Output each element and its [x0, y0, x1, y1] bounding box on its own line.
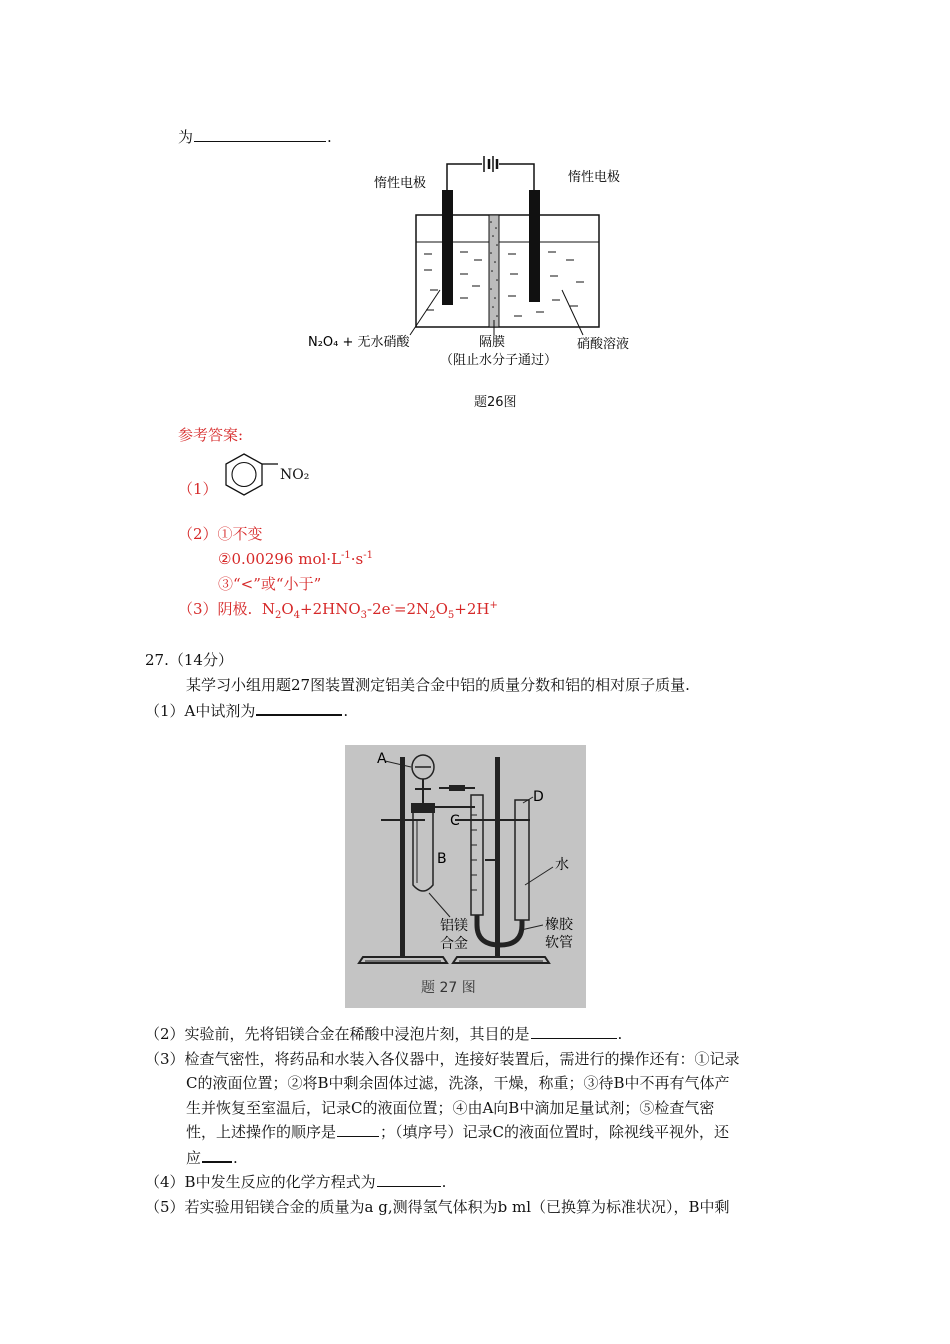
apparatus-figure [345, 745, 586, 1008]
label-b: B [437, 851, 447, 867]
answer-2-2-text: ②0.00296 mol·L [218, 550, 342, 568]
top-answer-line [178, 127, 332, 147]
label-c: C [450, 813, 460, 829]
q3-answer-blank[interactable] [202, 1147, 232, 1163]
membrane-note-label: （阻止水分子通过） [440, 353, 558, 368]
q2-suffix: . [617, 1025, 623, 1043]
question-27-1 [145, 700, 348, 721]
eq-sup: - [390, 600, 394, 611]
label-d: D [533, 789, 544, 805]
label-rubber-tube-line1: 橡胶 [545, 917, 573, 933]
eq-part: O [281, 600, 294, 618]
q2-text: （2）实验前，先将铝镁合金在稀酸中浸泡片刻，其目的是 [145, 1025, 530, 1043]
question-27-header: 27.（14分） [145, 651, 233, 669]
label-water: 水 [555, 857, 569, 873]
right-electrode [529, 190, 540, 302]
label-alloy-line2: 合金 [440, 936, 468, 952]
figure-27-caption: 题 27 图 [421, 980, 476, 996]
question-27-3-line3: 生并恢复至室温后，记录C的液面位置；④由A向B中滴加足量试剂；⑤检查气密 [186, 1099, 715, 1117]
eq-part: O [435, 600, 448, 618]
battery-icon [484, 156, 497, 172]
question-27-5-line1: （5）若实验用铝镁合金的质量为a g,测得氢气体积为b ml（已换算为标准状况），B中剩 [145, 1198, 730, 1216]
question-27-3-line4 [186, 1122, 729, 1142]
q4-text: （4）B中发生反应的化学方程式为 [145, 1173, 376, 1191]
question-27-3-line1: （3）检查气密性，将药品和水装入各仪器中，连接好装置后，需进行的操作还有：①记录 [145, 1050, 740, 1068]
answer-2-2-mid: ·s [350, 550, 364, 568]
nitro-group-label: NO₂ [280, 467, 310, 483]
gas-measurement-apparatus [345, 745, 586, 1008]
q3-line4-mid: ；（填序号）记录C的液面位置时，除视线平视外，还 [380, 1123, 729, 1141]
top-line-prefix: 为 [178, 128, 194, 146]
q3-line4-text: 性，上述操作的顺序是 [186, 1123, 337, 1141]
eq-part: +2H [454, 600, 490, 618]
q4-answer-blank[interactable] [377, 1172, 441, 1187]
q3-line5-text: 应 [186, 1149, 202, 1167]
answer-blank[interactable] [194, 127, 326, 142]
label-rubber-tube-line2: 软管 [545, 935, 573, 951]
answer-1-label: （1） [178, 480, 218, 498]
question-27-3-line5 [186, 1147, 238, 1168]
eq-part: -2e [367, 600, 391, 618]
right-solution-label: 硝酸溶液 [577, 337, 630, 352]
question-27-intro: 某学习小组用题27图装置测定铝美合金中铝的质量分数和铝的相对原子质量. [186, 676, 690, 694]
membrane [489, 215, 499, 327]
left-solution-label: N₂O₄ + 无水硝酸 [308, 335, 410, 350]
answer-3 [178, 599, 498, 619]
eq-sub: 4 [293, 610, 301, 621]
eq-sub: 2 [274, 610, 282, 621]
right-electrode-label: 惰性电极 [568, 170, 621, 185]
q1-text: （1）A中试剂为 [145, 702, 256, 720]
q1-answer-blank[interactable] [256, 700, 342, 716]
answer-2-2-exp2: -1 [363, 550, 373, 561]
top-line-suffix: . [327, 128, 332, 146]
label-alloy-line1: 铝镁 [440, 918, 468, 934]
q1-suffix: . [343, 702, 349, 720]
left-electrode [442, 190, 453, 305]
eq-sub: 3 [360, 610, 368, 621]
answer-2-2-exp1: -1 [341, 550, 351, 561]
answer-3-equation [261, 600, 498, 621]
answer-2-2 [218, 549, 373, 569]
electrolysis-cell-diagram [300, 150, 660, 380]
question-27-3-line2: C的液面位置；②将B中剩余固体过滤，洗涤，干燥，称重；③待B中不再有气体产 [186, 1074, 730, 1092]
eq-part: =2N [393, 600, 430, 618]
answer-heading: 参考答案: [178, 426, 244, 444]
left-electrode-label: 惰性电极 [374, 176, 427, 191]
eq-sup: + [489, 600, 498, 611]
answer-3-prefix: （3）阴极. [178, 600, 253, 618]
eq-sub: 2 [429, 610, 436, 621]
figure-26-caption: 题26图 [474, 395, 517, 410]
eq-sub: 5 [447, 610, 455, 621]
benzene-ring-icon [220, 450, 330, 500]
q4-suffix: . [441, 1173, 447, 1191]
question-27-2 [145, 1024, 622, 1044]
q3-order-blank[interactable] [337, 1122, 379, 1137]
membrane-label: 隔膜 [479, 335, 506, 350]
eq-part: N [261, 600, 275, 618]
eq-part: +2HNO [300, 600, 361, 618]
q3-line5-suffix: . [233, 1149, 238, 1167]
label-a: A [377, 751, 387, 767]
answer-2-3: ③“<”或“小于” [218, 575, 322, 593]
answer-2-1: （2）①不变 [178, 525, 263, 543]
q2-answer-blank[interactable] [531, 1024, 617, 1039]
question-27-4 [145, 1172, 446, 1192]
